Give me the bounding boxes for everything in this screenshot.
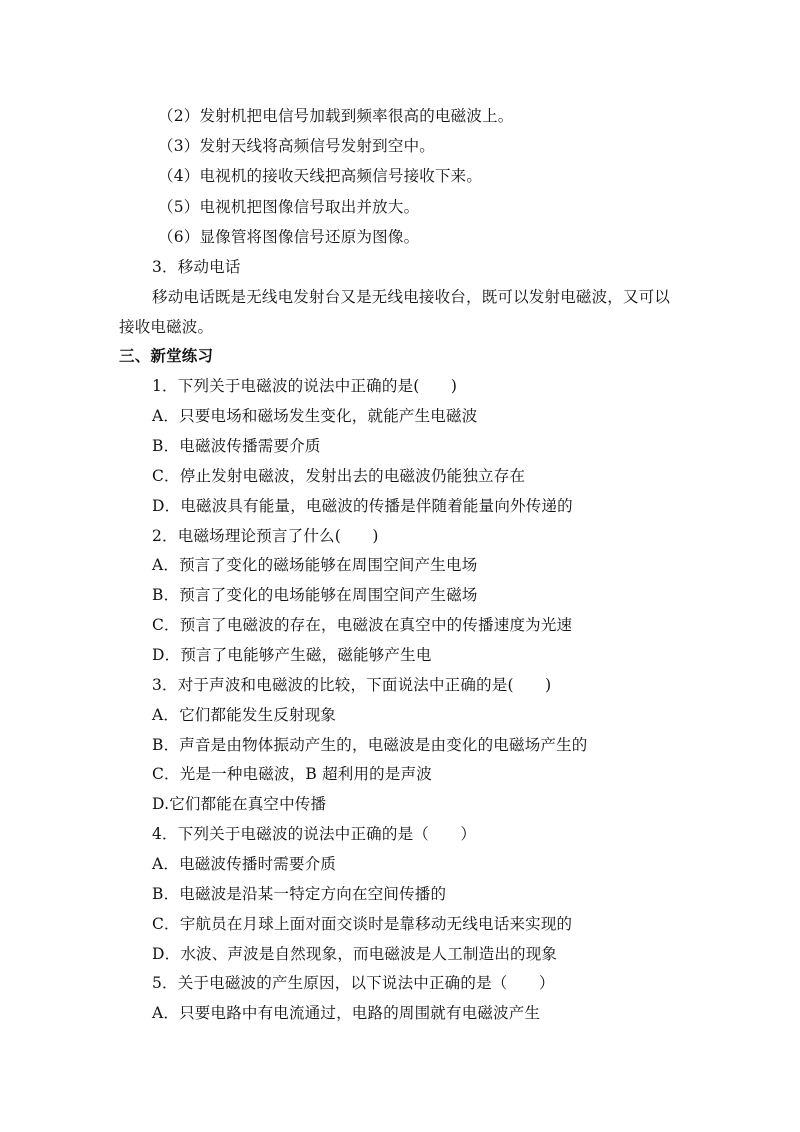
question-option: A．只要电路中有电流通过，电路的周围就有电磁波产生	[152, 1004, 541, 1022]
step-line: （6）显像管将图像信号还原为图像。	[158, 228, 420, 246]
paragraph-line: 接收电磁波。	[119, 318, 214, 336]
question-option: C．预言了电磁波的存在，电磁波在真空中的传播速度为光速	[152, 616, 573, 634]
question-option: B．电磁波是沿某一特定方向在空间传播的	[152, 885, 447, 903]
question-option: A．它们都能发生反射现象	[152, 706, 337, 724]
question-stem: 5．关于电磁波的产生原因，以下说法中正确的是（ ）	[152, 974, 555, 992]
step-line: （4）电视机的接收天线把高频信号接收下来。	[158, 167, 483, 185]
question-stem: 4．下列关于电磁波的说法中正确的是（ ）	[152, 825, 477, 843]
question-option: A．预言了变化的磁场能够在周围空间产生电场	[152, 556, 478, 574]
question-option: D．预言了电能够产生磁，磁能够产生电	[152, 646, 432, 664]
step-line: （2）发射机把电信号加载到频率很高的电磁波上。	[158, 107, 514, 125]
question-option: C．光是一种电磁波，B 超利用的是声波	[152, 765, 432, 783]
question-option: B．声音是由物体振动产生的，电磁波是由变化的电磁场产生的	[152, 736, 588, 754]
subsection-title: 3．移动电话	[152, 258, 241, 276]
question-option: D.它们都能在真空中传播	[152, 795, 327, 813]
step-line: （3）发射天线将高频信号发射到空中。	[158, 137, 435, 155]
question-option: C．宇航员在月球上面对面交谈时是靠移动无线电话来实现的	[152, 915, 573, 933]
paragraph-line: 移动电话既是无线电发射台又是无线电接收台，既可以发射电磁波，又可以	[152, 288, 671, 306]
question-stem: 1．下列关于电磁波的说法中正确的是( )	[152, 377, 458, 395]
question-stem: 3．对于声波和电磁波的比较，下面说法中正确的是( )	[152, 676, 552, 694]
question-option: A．只要电场和磁场发生变化，就能产生电磁波	[152, 407, 478, 425]
question-option: B．预言了变化的电场能够在周围空间产生磁场	[152, 586, 478, 604]
question-stem: 2．电磁场理论预言了什么( )	[152, 527, 379, 545]
question-option: D．水波、声波是自然现象，而电磁波是人工制造出的现象	[152, 945, 558, 963]
question-option: B．电磁波传播需要介质	[152, 437, 321, 455]
question-option: C．停止发射电磁波，发射出去的电磁波仍能独立存在	[152, 467, 526, 485]
section-heading: 三、新堂练习	[119, 347, 214, 365]
step-line: （5）电视机把图像信号取出并放大。	[158, 198, 420, 216]
question-option: D．电磁波具有能量，电磁波的传播是伴随着能量向外传递的	[152, 497, 573, 515]
question-option: A．电磁波传播时需要介质	[152, 855, 337, 873]
